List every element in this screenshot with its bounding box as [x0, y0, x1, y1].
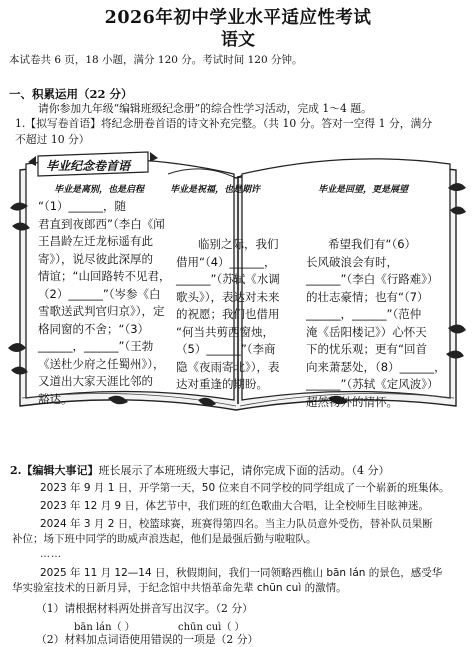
event-2025-11: 2025 年 11 月 12—14 日，秋假期间，我们一同领略西樵山 bān lán 的景色，感受华: [40, 567, 443, 579]
left-line: 君直到夜郎西”（李白《闻: [38, 216, 165, 231]
event-2023-09: 2023 年 9 月 1 日，开学第一天，50 位来自不同学校的同学组成了一个崭新的班集体。: [40, 482, 450, 494]
section-intro: 请你参加九年级“编辑班级纪念册”的综合性学习活动，完成 1～4 题。: [38, 102, 372, 115]
middle-line: “何当共剪西窗烛，: [176, 324, 274, 339]
ellipsis: ……: [40, 549, 62, 560]
pinyin-answer-1: bān lán（ ）: [74, 622, 135, 633]
middle-line: （5）______”（李商: [176, 342, 276, 356]
left-line: 豁达。: [38, 391, 73, 406]
question-2-text: 班长展示了本班班级大事记，请你完成下面的活动。（4 分）: [98, 464, 390, 477]
left-page-text: [38, 198, 178, 408]
middle-page-text: [176, 236, 294, 394]
middle-line: 达对重逢的期盼。: [176, 377, 268, 391]
right-line: 下的忧乐观；更有“回首: [306, 342, 427, 356]
exam-note: 本试卷共 6 页，18 小题，满分 120 分。考试时间 120 分钟。: [9, 54, 303, 66]
event-2023-12: 2023 年 12 月 9 日，体艺节中，我们班的红色歌曲大合唱，让全校师生目眩神迷。: [40, 500, 429, 512]
middle-line: 隐《夜雨寄北》），表: [176, 359, 280, 374]
right-line: 长风破浪会有时，: [306, 254, 398, 269]
middle-line: 的祝愿；我们也借用: [176, 307, 280, 321]
question-1-line1: 1.【拟写卷首语】将纪念册卷首语的诗文补充完整。（共 10 分。答对一空得 1 分，满分: [15, 117, 433, 130]
right-line: ______，______”（范仲: [306, 307, 422, 321]
right-line: 的壮志豪情；也有“（7）: [306, 289, 429, 304]
right-line: 希望我们有“（6）: [328, 237, 417, 251]
right-line: 超然物外的情怀。: [306, 394, 398, 409]
question-2: [10, 462, 389, 478]
left-line: 寄》），说尽彼此深厚的: [38, 251, 153, 266]
right-line: 向来萧瑟处，（8）______，: [306, 359, 446, 374]
middle-line: 临别之际，我们: [198, 237, 279, 251]
left-line: 王昌龄左迁龙标遥有此: [38, 234, 153, 248]
right-page-text: [306, 236, 452, 411]
left-line: 《送杜少府之任蜀州》），: [38, 356, 165, 371]
sub-question-2: （2）材料加点词语使用错误的一项是（2 分）: [36, 633, 259, 646]
subject-title: 语文: [221, 30, 255, 50]
pinyin-answer-2: chūn cuì（ ）: [178, 622, 245, 633]
book-banner: 毕业纪念卷首语: [46, 159, 131, 173]
left-page-heading: 毕业是离别，也是启程: [54, 185, 145, 195]
middle-line: 借用“（4）______，: [176, 254, 276, 269]
middle-line: 歌头》），表达对未来: [176, 289, 280, 304]
left-line: 情谊；“山回路转不见君，: [38, 269, 171, 283]
middle-line: ______”（苏轼《水调: [176, 272, 280, 286]
middle-page-heading: 毕业是祝福，也是期许: [170, 185, 261, 195]
open-book-illustration: [8, 148, 468, 413]
event-2024-03-cont: 补位；场下班中同学的助威声浪迭起，他们是最强后勤与啦啦队。: [12, 533, 317, 545]
question-2-label: 2.【编辑大事记】: [10, 464, 99, 477]
left-line: 格同窗的不舍；“（3）: [38, 321, 150, 336]
left-line: 又道出大家天涯比邻的: [38, 374, 153, 388]
right-page-heading: 毕业是回望，更是展望: [318, 185, 409, 195]
left-line: “（1）______，随: [38, 199, 127, 213]
left-line: 雪歌送武判官归京》），定: [38, 304, 165, 318]
right-line: 淹《岳阳楼记》）心怀天: [306, 324, 427, 339]
left-line: （2）______”（岑参《白: [38, 286, 161, 301]
sub-question-1: （1）请根据材料两处拼音写出汉字。（2 分）: [36, 602, 253, 615]
event-2024-03: 2024 年 3 月 2 日，校篮球赛，班赛得第四名。当主力队员意外受伤，替补队员果断: [40, 518, 433, 530]
right-line: ______”（李白《行路难》）: [306, 272, 439, 286]
right-line: ______”（苏轼《定风波》）: [306, 377, 439, 391]
section-heading: 一、积累运用（22 分）: [9, 87, 133, 101]
exam-title: 2026年初中学业水平适应性考试: [104, 8, 372, 28]
question-1: [15, 116, 465, 148]
left-line: ______，______”（王勃: [38, 339, 154, 353]
event-2025-11-cont: 华实验室技术的日新月异，于纪念馆中共悟革命先辈 chūn cuì 的激情。: [12, 582, 347, 594]
question-1-line2: 不超过 10 分）: [15, 133, 90, 146]
